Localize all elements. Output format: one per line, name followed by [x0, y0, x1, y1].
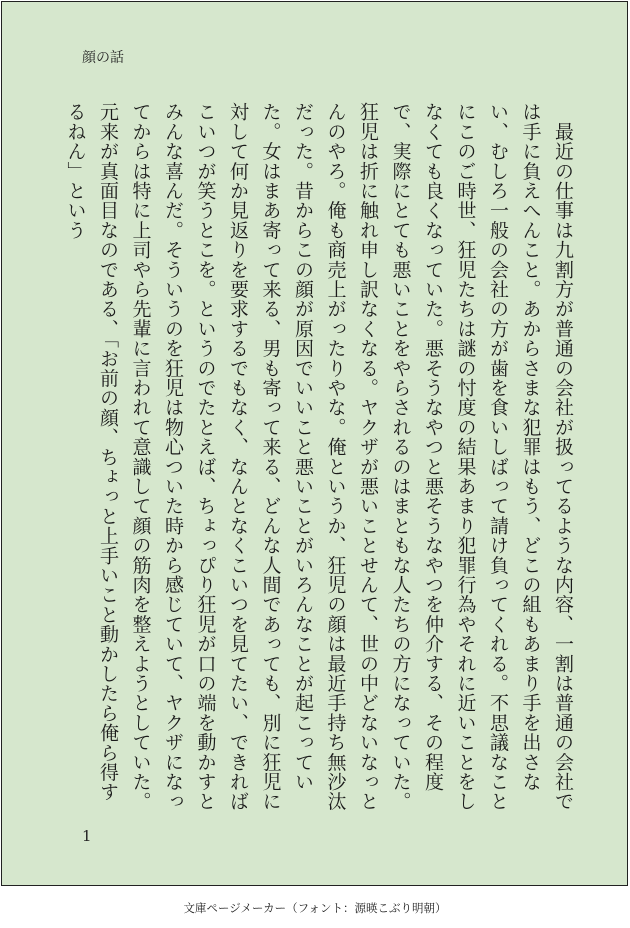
running-title: 顔の話 [82, 50, 124, 66]
page-number: 1 [82, 827, 92, 845]
vertical-body-text: 最近の仕事は九割方が普通の会社が扱ってるような内容、一割は普通の会社では手に負えへんこと。あからさまな犯罪はもう、どこの組もあまり手を出さない、むしろ一般の会社の方が歯を食いしばって請け負ってくれる。不思議なことにこのご時世、狂児たちは謎の忖度の結果あまり犯罪行為やそれに近いことをしなくても良くなっていた。悪そうなやつと悪そうなやつを仲介する、その程度で、実際にとても悪いことをやらされるのはまともな人たちの方になっていた。狂児は折に触れ申し訳なくなる。ヤクザが悪いことせんて、世の中どないなっとんのやろ。俺も商売上がったりやな。俺というか、狂児の顔は最近手持ち無沙汰だった。昔からこの顔が原因でいいこと悪いことがいろんなことが起こっていた。女はまあ寄って来る、男も寄って来る、どんな人間であっても、別に狂児に対して何か見返りを要求するでもなく、なんとなくこいつを見てたい、できればこいつが笑うとこを。というのでたとえば、ちょっぴり狂児が口の端を動かすとみんな喜んだ。そういうのを狂児は物心ついた時から感じていて、ヤクザになってからは特に上司やら先輩に言われて意識して顔の筋肉を整えようとしていた。元来が真面目なのである、「お前の顔、ちょっと上手いこと動かしたら俺ら得するねん」という [64, 102, 574, 812]
book-page [1, 1, 628, 886]
footer-caption: 文庫ページメーカー（フォント：源暎こぶり明朝） [183, 901, 447, 915]
